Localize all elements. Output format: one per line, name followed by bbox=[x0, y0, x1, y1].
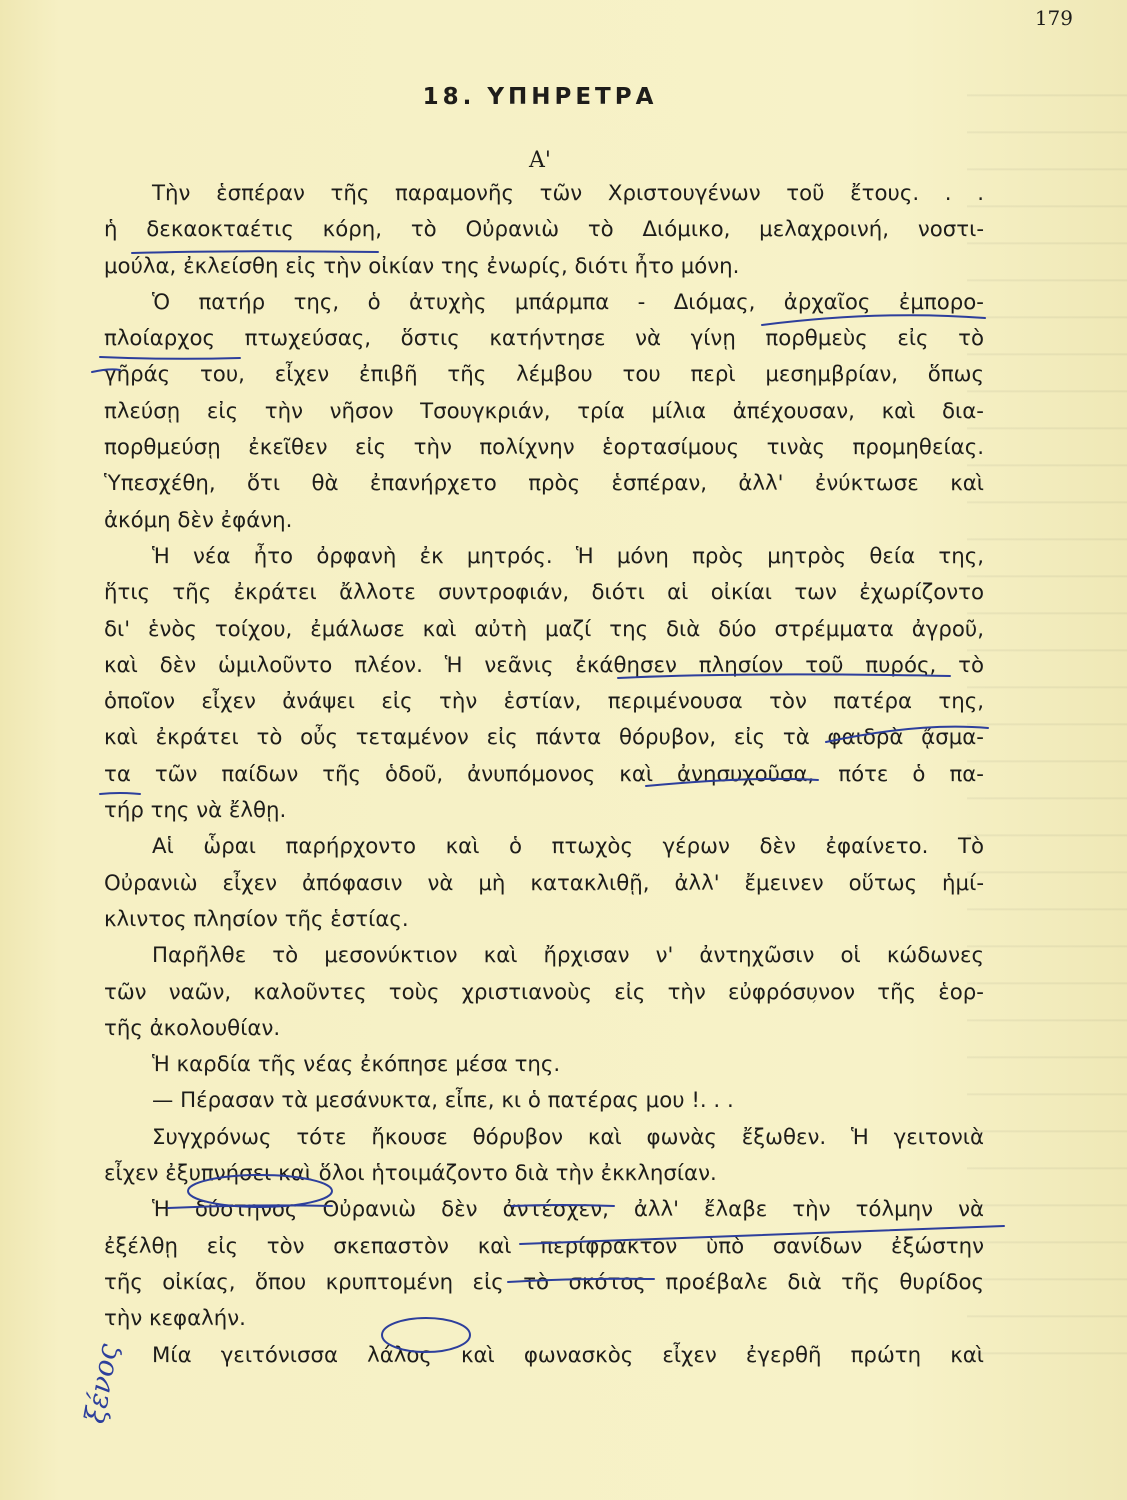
text-line: Οὐρανιὼ εἶχεν ἀπόφασιν νὰ μὴ κατακλιθῇ, ἀλλ' ἔμεινεν οὕτως ἡμί- bbox=[104, 870, 984, 896]
text-line: Ἡ δύστηνος Οὐρανιὼ δὲν ἀντέσχεν, ἀλλ' ἔλαβε τὴν τόλμην νὰ bbox=[152, 1197, 984, 1223]
text-line: Τὴν ἑσπέραν τῆς παραμονῆς τῶν Χριστουγένων τοῦ ἔτους. . . bbox=[152, 181, 984, 206]
text-line: δι' ἑνὸς τοίχου, ἐμάλωσε καὶ αὐτὴ μαζί της διὰ δύο στρέμματα ἀγροῦ, bbox=[104, 616, 984, 642]
text-line: Συγχρόνως τότε ἤκουσε θόρυβον καὶ φωνὰς ἔξωθεν. Ἡ γειτονιὰ bbox=[152, 1124, 984, 1150]
text-line: τὴν κεφαλήν. bbox=[104, 1306, 246, 1332]
chapter-heading: 18. ΥΠΗΡΕΤΡΑ bbox=[422, 84, 658, 110]
text-line: εἶχεν ἐξυπνήσει καὶ ὅλοι ἡτοιμάζοντο διὰ τὴν ἐκκλησίαν. bbox=[104, 1161, 717, 1187]
text-line: πλεύσῃ εἰς τὴν νῆσον Τσουγκριάν, τρία μίλια ἀπέχουσαν, καὶ δια- bbox=[104, 398, 984, 424]
text-line: Ἡ καρδία τῆς νέας ἐκόπησε μέσα της. bbox=[152, 1052, 561, 1078]
text-line: ἀκόμη δὲν ἐφάνη. bbox=[104, 507, 293, 533]
text-line: καὶ δὲν ὡμιλοῦντο πλέον. Ἡ νεᾶνις ἐκάθησεν πλησίον τοῦ πυρός, τὸ bbox=[104, 652, 984, 678]
text-line: Ὑπεσχέθη, ὅτι θὰ ἐπανήρχετο πρὸς ἑσπέραν, ἀλλ' ἐνύκτωσε καὶ bbox=[104, 471, 984, 497]
bleed-through-shadow bbox=[967, 60, 1127, 1360]
section-marker: Α' bbox=[529, 148, 551, 173]
stray-mark: ´ bbox=[810, 1000, 817, 1016]
page-number: 179 bbox=[1034, 6, 1073, 30]
text-line: τῆς ἀκολουθίαν. bbox=[104, 1015, 281, 1041]
text-line: πλοίαρχος πτωχεύσας, ὅστις κατήντησε νὰ γίνῃ πορθμεὺς εἰς τὸ bbox=[104, 326, 984, 352]
text-line: — Πέρασαν τὰ μεσάνυκτα, εἶπε, κι ὁ πατέρας μου !. . . bbox=[152, 1088, 734, 1114]
text-line: Παρῆλθε τὸ μεσονύκτιον καὶ ἤρχισαν ν' ἀντηχῶσιν οἱ κώδωνες bbox=[152, 943, 984, 969]
text-line: Αἱ ὧραι παρήρχοντο καὶ ὁ πτωχὸς γέρων δὲν ἐφαίνετο. Τὸ bbox=[152, 834, 984, 860]
text-line: ἥτις τῆς ἐκράτει ἄλλοτε συντροφιάν, διότι αἱ οἰκίαι των ἐχωρίζοντο bbox=[104, 580, 984, 606]
text-line: καὶ ἐκράτει τὸ οὖς τεταμένον εἰς πάντα θόρυβον, εἰς τὰ φαιδρὰ ᾄσμα- bbox=[104, 725, 984, 751]
text-line: Ὁ πατήρ της, ὁ ἀτυχὴς μπάρμπα - Διόμας, ἀρχαῖος ἐμπορο- bbox=[152, 289, 984, 315]
text-line: τῶν ναῶν, καλοῦντες τοὺς χριστιανοὺς εἰς τὴν εὐφρόσυνον τῆς ἑορ- bbox=[104, 979, 984, 1005]
text-line: τα τῶν παίδων τῆς ὁδοῦ, ἀνυπόμονος καὶ ἀνησυχοῦσα, πότε ὁ πα- bbox=[104, 761, 984, 787]
text-line: ἐξέλθῃ εἰς τὸν σκεπαστὸν καὶ περίφρακτον ὑπὸ σανίδων ἐξώστην bbox=[104, 1233, 984, 1259]
text-line: γῆράς του, εἶχεν ἐπιβῆ τῆς λέμβου του περὶ μεσημβρίαν, ὅπως bbox=[104, 362, 984, 388]
text-line: μούλα, ἐκλείσθη εἰς τὴν οἰκίαν της ἐνωρίς, διότι ἦτο μόνη. bbox=[104, 253, 740, 279]
text-line: Μία γειτόνισσα λάλος καὶ φωνασκὸς εἶχεν ἐγερθῆ πρώτη καὶ bbox=[152, 1342, 984, 1368]
text-line: τήρ της νὰ ἔλθῃ. bbox=[104, 798, 287, 824]
text-line: κλιντος πλησίον τῆς ἑστίας. bbox=[104, 906, 409, 932]
text-line: Ἡ νέα ἦτο ὀρφανὴ ἐκ μητρός. Ἡ μόνη πρὸς μητρὸς θεία της, bbox=[152, 543, 984, 569]
text-line: πορθμεύσῃ ἐκεῖθεν εἰς τὴν πολίχνην ἑορτασίμους τινὰς προμηθείας. bbox=[104, 435, 984, 461]
text-line: τῆς οἰκίας, ὅπου κρυπτομένη εἰς τὸ σκότος προέβαλε διὰ τῆς θυρίδος bbox=[104, 1269, 984, 1295]
text-line: ἡ δεκαοκταέτις κόρη, τὸ Οὐρανιὼ τὸ Διόμικο, μελαχροινή, νοστι- bbox=[104, 217, 984, 243]
text-line: ὁποῖον εἶχεν ἀνάψει εἰς τὴν ἑστίαν, περιμένουσα τὸν πατέρα της, bbox=[104, 689, 984, 715]
margin-handwriting: ξένος bbox=[78, 1341, 125, 1426]
body-text bbox=[104, 176, 984, 1374]
